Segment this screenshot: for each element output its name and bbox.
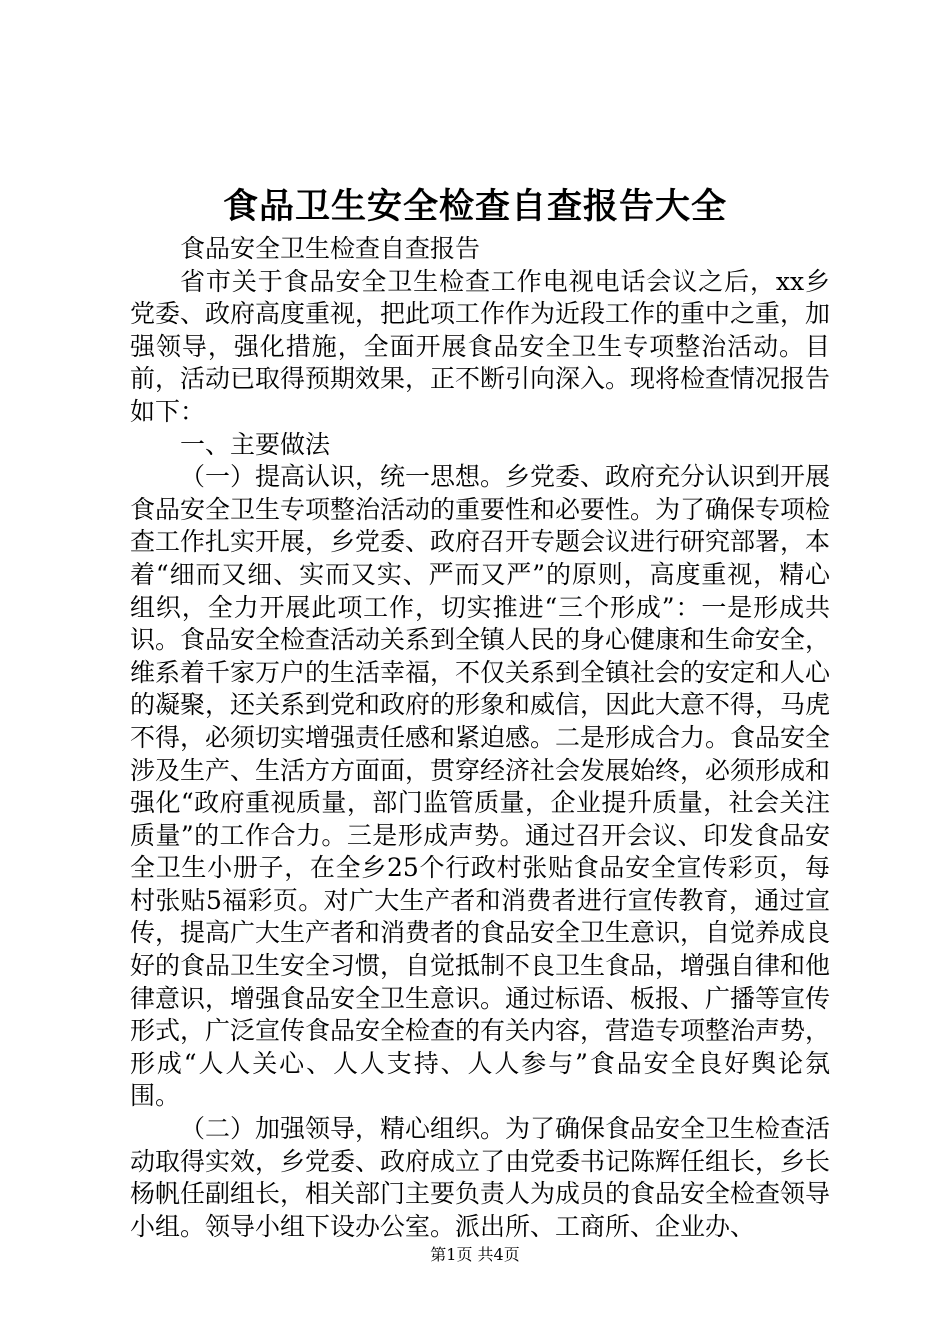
document-title: 食品卫生安全检查自查报告大全 bbox=[222, 186, 727, 227]
body-paragraph-2: （二）加强领导，精心组织。为了确保食品安全卫生检查活动取得实效，乡党委、政府成立了由党委书记陈辉任组长，乡长杨帆任副组长，相关部门主要负责人为成员的食品安全检查领导小组。领导小组下设办公室。派出所、工商所、企业办、 bbox=[130, 1114, 831, 1241]
subtitle-paragraph: 食品安全卫生检查自查报告 bbox=[180, 234, 481, 263]
section-heading: 一、主要做法 bbox=[180, 429, 331, 459]
intro-paragraph: 省市关于食品安全卫生检查工作电视电话会议之后，xx乡党委、政府高度重视，把此项工作作为近段工作的重中之重，加强领导，强化措施，全面开展食品安全卫生专项整治活动。目前，活动已取得预期效果，正不断引向深入。现将检查情况报告如下： bbox=[130, 266, 831, 426]
page-footer: 第1页 共4页 bbox=[430, 1245, 520, 1264]
body-paragraph-1: （一）提高认识，统一思想。乡党委、政府充分认识到开展食品安全卫生专项整治活动的重要性和必要性。为了确保专项检查工作扎实开展，乡党委、政府召开专题会议进行研究部署，本着“细而又细、实而又实、严而又严”的原则，高度重视，精心组织，全力开展此项工作，切实推进“三个形成”：一是形成共识。食品安全检查活动关系到全镇人民的身心健康和生命安全，维系着千家万户的生活幸福，不仅关系到全镇社会的安定和人心的凝聚，还关系到党和政府的形象和威信，因此大意不得，马虎不得，必须切实增强责任感和紧迫感。二是形成合力。食品安全涉及生产、生活方方面面，贯穿经济社会发展始终，必须形成和强化“政府重视质量，部门监管质量，企业提升质量，社会关注质量”的工作合力。三是形成声势。通过召开会议、印发食品安全卫生小册子，在全乡25个行政村张贴食品安全宣传彩页，每村张贴5福彩页。对广大生产者和消费者进行宣传教育，通过宣传，提高广大生产者和消费者的食品安全卫生意识，自觉养成良好的食品卫生安全习惯，自觉抵制不良卫生食品，增强自律和他律意识，增强食品安全卫生意识。通过标语、板报、广播等宣传形式，广泛宣传食品安全检查的有关内容，营造专项整治声势，形成“人人关心、人人支持、人人参与”食品安全良好舆论氛围。 bbox=[130, 462, 831, 1111]
document-body bbox=[130, 233, 830, 1243]
